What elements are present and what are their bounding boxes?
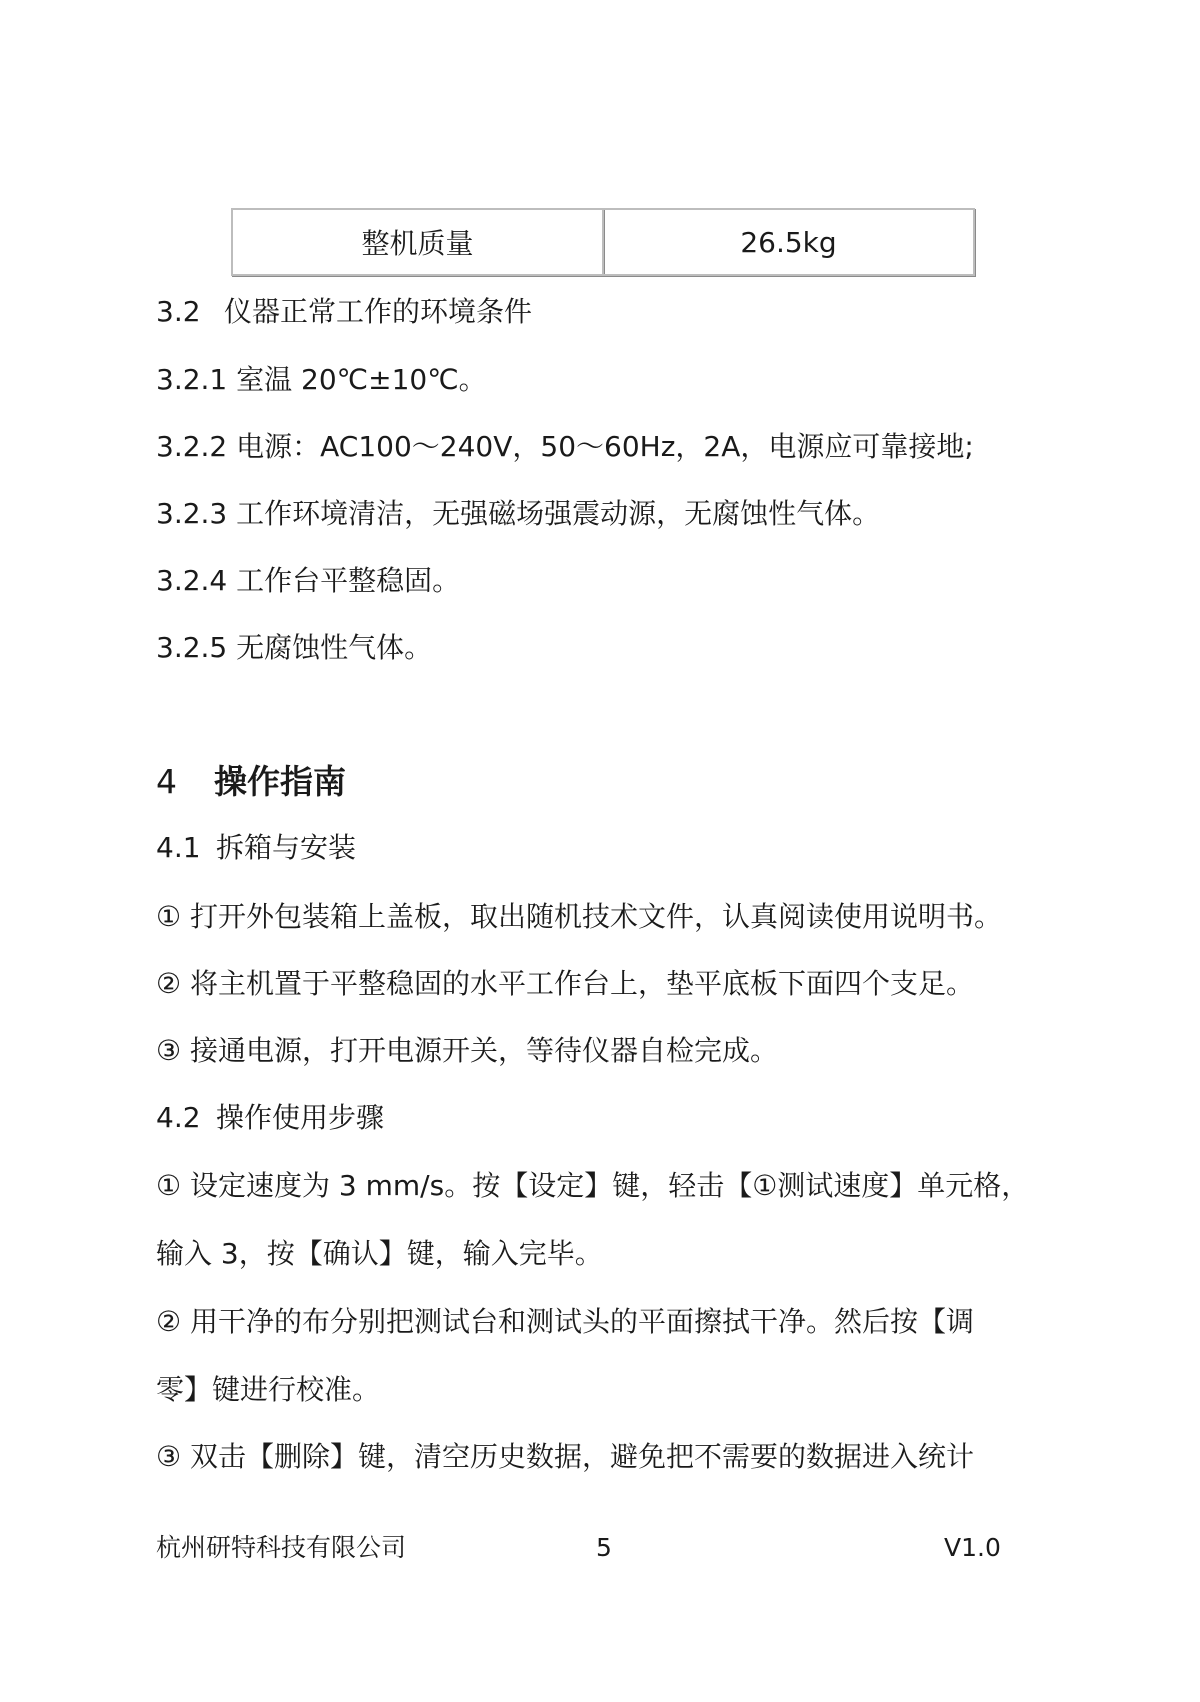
footer-version: V1.0	[944, 1533, 1001, 1562]
item-3-2-1: 3.2.1 室温 20℃±10℃。	[156, 363, 487, 396]
item-4-2-line-1: ① 设定速度为 3 mm/s。按【设定】键，轻击【①测试速度】单元格，	[156, 1169, 1030, 1202]
spec-label-cell: 整机质量	[233, 210, 604, 274]
spec-value-cell: 26.5kg	[740, 225, 837, 259]
item-4-1-3: ③ 接通电源，打开电源开关，等待仪器自检完成。	[156, 1034, 779, 1067]
item-4-2-line-2: 输入 3，按【确认】键，输入完毕。	[156, 1237, 603, 1270]
item-3-2-3: 3.2.3 工作环境清洁，无强磁场强震动源，无腐蚀性气体。	[156, 497, 881, 530]
item-3-2-5: 3.2.5 无腐蚀性气体。	[156, 631, 433, 664]
footer-company: 杭州研特科技有限公司	[156, 1533, 407, 1562]
item-4-1-2: ② 将主机置于平整稳固的水平工作台上，垫平底板下面四个支足。	[156, 967, 975, 1000]
section-4-heading	[156, 762, 346, 801]
section-4-2-heading	[156, 1101, 385, 1134]
section-4-title: 操作指南	[214, 762, 346, 801]
item-4-2-line-3: ② 用干净的布分别把测试台和测试头的平面擦拭干净。然后按【调	[156, 1305, 975, 1338]
item-4-2-line-5: ③ 双击【删除】键，清空历史数据，避免把不需要的数据进入统计	[156, 1440, 975, 1473]
spec-table	[231, 208, 975, 276]
item-3-2-2: 3.2.2 电源：AC100～240V，50～60Hz，2A，电源应可靠接地;	[156, 430, 974, 463]
section-3-2-number: 3.2	[156, 295, 201, 328]
item-4-2-line-4: 零】键进行校准。	[156, 1373, 381, 1406]
item-4-1-1: ① 打开外包装箱上盖板，取出随机技术文件，认真阅读使用说明书。	[156, 900, 1003, 933]
section-3-2-heading	[156, 295, 533, 328]
section-3-2-title: 仪器正常工作的环境条件	[224, 295, 533, 328]
section-4-number: 4	[156, 762, 177, 801]
section-4-1-title: 拆箱与安装	[216, 831, 357, 864]
section-4-2-title: 操作使用步骤	[216, 1101, 385, 1134]
section-4-2-number: 4.2	[156, 1101, 201, 1134]
footer-page-number: 5	[596, 1533, 612, 1562]
item-3-2-4: 3.2.4 工作台平整稳固。	[156, 564, 461, 597]
section-4-1-number: 4.1	[156, 831, 201, 864]
section-4-1-heading	[156, 831, 357, 864]
